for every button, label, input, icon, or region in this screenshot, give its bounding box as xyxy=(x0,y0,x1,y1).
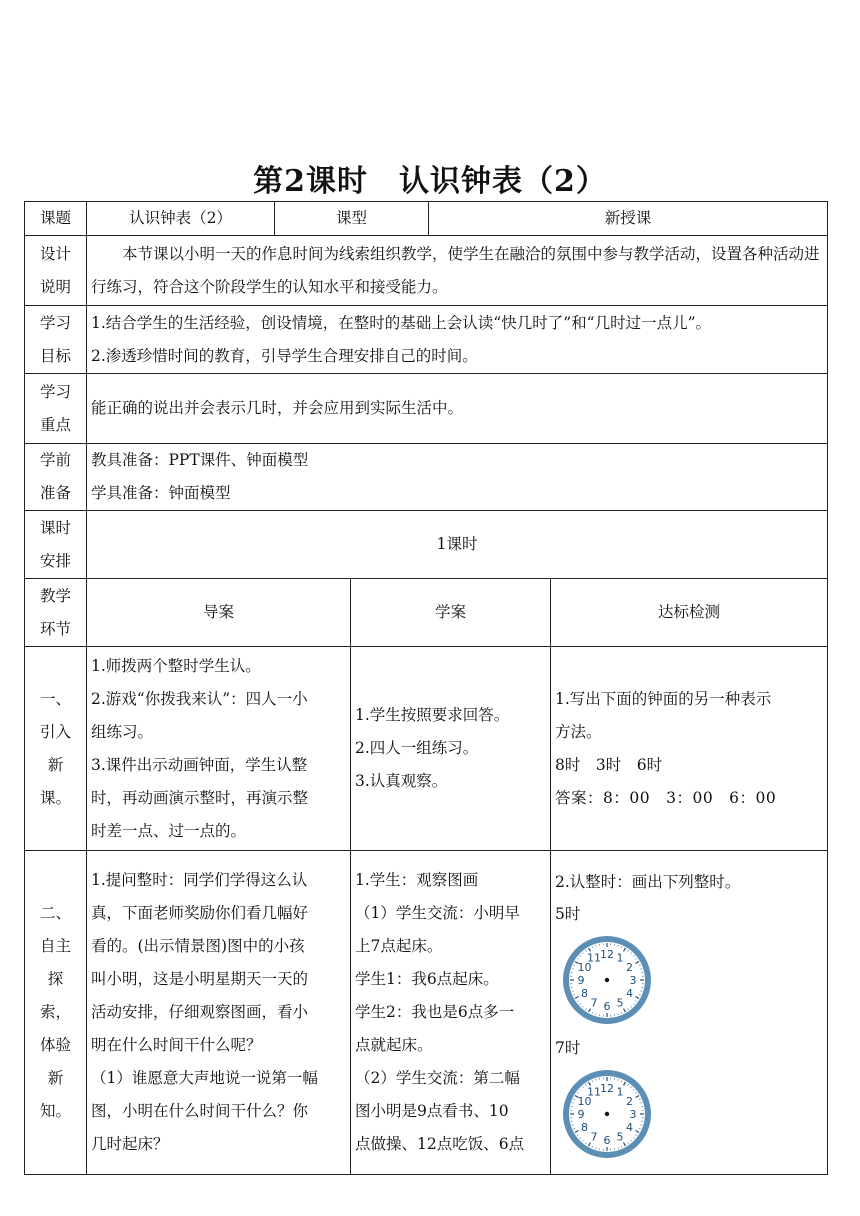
study-line: 点做操、12点吃饭、6点 xyxy=(355,1135,525,1153)
steps-label-line: 环节 xyxy=(39,619,71,638)
design-label xyxy=(25,236,87,306)
type-label: 课型 xyxy=(275,202,429,236)
clock-number: 4 xyxy=(626,1120,634,1134)
section-1-label-line: 一、 xyxy=(39,689,71,708)
schedule-label xyxy=(25,511,87,579)
study-line: 2.四人一组练习。 xyxy=(355,739,479,757)
section-2-study xyxy=(351,851,551,1175)
goals-text xyxy=(87,306,828,374)
guide-line: 看的。(出示情景图)图中的小孩 xyxy=(91,937,305,955)
clock-center xyxy=(605,1111,609,1115)
row-section-2 xyxy=(25,851,828,1175)
prep-label-line: 准备 xyxy=(39,484,71,502)
check-line: 1.写出下面的钟面的另一种表示 xyxy=(555,689,772,708)
steps-label-line: 教学 xyxy=(39,586,71,605)
section-1-label-line: 引入 xyxy=(39,722,71,741)
clock-number: 7 xyxy=(590,996,598,1010)
clock-number: 2 xyxy=(626,960,634,974)
clock-number: 5 xyxy=(616,996,624,1010)
clock-number: 12 xyxy=(600,947,615,961)
key-points-label-line: 重点 xyxy=(39,415,71,434)
schedule-value: 1课时 xyxy=(87,511,828,579)
design-text: 本节课以小明一天的作息时间为线索组织教学，使学生在融洽的氛围中参与教学活动，设置各种活动进行练习，符合这个阶段学生的认知水平和接受能力。 xyxy=(87,236,828,306)
guide-line: 时，再动画演示整时，再演示整 xyxy=(91,788,309,807)
study-line: （1）学生交流：小明早 xyxy=(355,904,520,922)
guide-line: 组练习。 xyxy=(91,722,154,741)
clock-number: 9 xyxy=(577,973,585,987)
section-2-guide xyxy=(87,851,351,1175)
row-columns-header xyxy=(25,579,828,647)
check-line: 方法。 xyxy=(555,722,602,741)
row-section-1 xyxy=(25,647,828,851)
clock-number: 6 xyxy=(603,999,611,1013)
guide-line: 几时起床？ xyxy=(91,1135,169,1153)
section-1-guide xyxy=(87,647,351,851)
clock-1-label: 5时 xyxy=(555,904,581,923)
row-topic xyxy=(25,202,828,236)
clock-number: 11 xyxy=(587,1084,602,1098)
prep-item: 学具准备：钟面模型 xyxy=(91,484,231,502)
goal-item: 2.渗透珍惜时间的教育，引导学生合理安排自己的时间。 xyxy=(91,346,478,365)
study-line: 1.学生：观察图画 xyxy=(355,871,479,889)
study-line: （2）学生交流：第二幅 xyxy=(355,1069,520,1087)
section-1-label xyxy=(25,647,87,851)
topic-value: 认识钟表（2） xyxy=(87,202,275,236)
study-column-header: 学案 xyxy=(351,579,551,647)
clock-number: 10 xyxy=(577,960,592,974)
check-line: 8时 3时 6时 xyxy=(555,755,663,774)
section-1-study xyxy=(351,647,551,851)
goal-item: 1.结合学生的生活经验，创设情境，在整时的基础上会认读“快几时了”和“几时过一点儿”。 xyxy=(91,313,711,332)
clock-face-icon xyxy=(559,1066,655,1162)
guide-line: 1.师拨两个整时学生认。 xyxy=(91,656,261,675)
section-2-label-line: 索， xyxy=(39,1003,71,1021)
section-1-label-line: 课。 xyxy=(39,788,71,807)
key-points-label xyxy=(25,374,87,444)
section-1-label-line: 新 xyxy=(47,755,64,774)
study-line: 点就起床。 xyxy=(355,1036,433,1054)
check-intro: 2.认整时：画出下列整时。 xyxy=(555,872,741,891)
clock-number: 8 xyxy=(580,1120,588,1134)
clock-number: 2 xyxy=(626,1094,634,1108)
page-title: 第2课时 认识钟表（2） xyxy=(253,164,607,199)
clock-center xyxy=(605,977,609,981)
clock-number: 6 xyxy=(603,1133,611,1147)
key-points-label-line: 学习 xyxy=(39,382,71,401)
clock-number: 11 xyxy=(587,950,602,964)
study-line: 学生1：我6点起床。 xyxy=(355,970,499,988)
guide-line: 明在什么时间干什么呢？ xyxy=(91,1036,262,1054)
section-2-label xyxy=(25,851,87,1175)
study-line: 上7点起床。 xyxy=(355,937,443,955)
clock-number: 3 xyxy=(629,973,637,987)
guide-line: 图，小明在什么时间干什么？你 xyxy=(91,1102,309,1120)
schedule-label-line: 课时 xyxy=(39,518,71,537)
guide-column-header: 导案 xyxy=(87,579,351,647)
row-goals xyxy=(25,306,828,374)
lesson-plan-table xyxy=(24,201,828,1175)
section-2-label-line: 知。 xyxy=(39,1102,71,1120)
row-design xyxy=(25,236,828,306)
guide-line: 3.课件出示动画钟面，学生认整 xyxy=(91,755,308,774)
guide-line: 叫小明，这是小明星期天一天的 xyxy=(91,970,309,988)
clock-number: 12 xyxy=(600,1081,615,1095)
topic-label: 课题 xyxy=(25,202,87,236)
clock-number: 4 xyxy=(626,986,634,1000)
section-2-label-line: 新 xyxy=(47,1069,64,1087)
clock-number: 7 xyxy=(590,1130,598,1144)
section-2-label-line: 自主 xyxy=(39,937,71,955)
study-line: 学生2：我也是6点多一 xyxy=(355,1003,515,1021)
guide-line: （1）谁愿意大声地说一说第一幅 xyxy=(91,1069,318,1087)
check-answer-line: 答案：8：00 3：00 6：00 xyxy=(555,788,777,807)
guide-line: 真，下面老师奖励你们看几幅好 xyxy=(91,904,309,922)
row-prep xyxy=(25,444,828,511)
section-2-label-line: 探 xyxy=(47,970,64,988)
goals-label-line: 学习 xyxy=(39,313,71,332)
row-schedule xyxy=(25,511,828,579)
prep-label xyxy=(25,444,87,511)
clock-number: 10 xyxy=(577,1094,592,1108)
key-points-text: 能正确的说出并会表示几时，并会应用到实际生活中。 xyxy=(87,374,828,444)
prep-item: 教具准备：PPT课件、钟面模型 xyxy=(91,451,309,469)
section-1-check xyxy=(551,647,828,851)
guide-line: 2.游戏“你拨我来认”：四人一小 xyxy=(91,689,308,708)
steps-label xyxy=(25,579,87,647)
section-2-check xyxy=(551,851,828,1175)
design-label-line: 说明 xyxy=(39,277,71,296)
guide-line: 1.提问整时：同学们学得这么认 xyxy=(91,871,308,889)
section-2-label-line: 二、 xyxy=(39,904,71,922)
study-line: 图小明是9点看书、10 xyxy=(355,1102,509,1120)
design-label-line: 设计 xyxy=(39,244,71,263)
clock-number: 3 xyxy=(629,1107,637,1121)
study-line: 3.认真观察。 xyxy=(355,772,448,790)
clock-number: 8 xyxy=(580,986,588,1000)
clock-number: 1 xyxy=(616,1084,624,1098)
type-value: 新授课 xyxy=(429,202,828,236)
goals-label xyxy=(25,306,87,374)
study-line: 1.学生按照要求回答。 xyxy=(355,706,510,724)
clock-number: 9 xyxy=(577,1107,585,1121)
row-key-points xyxy=(25,374,828,444)
clock-number: 5 xyxy=(616,1130,624,1144)
clock-face-icon xyxy=(559,932,655,1028)
section-2-label-line: 体验 xyxy=(39,1036,71,1054)
schedule-label-line: 安排 xyxy=(39,551,71,570)
check-column-header: 达标检测 xyxy=(551,579,828,647)
clock-number: 1 xyxy=(616,950,624,964)
prep-label-line: 学前 xyxy=(39,451,71,469)
prep-text xyxy=(87,444,828,511)
guide-line: 活动安排，仔细观察图画，看小 xyxy=(91,1003,309,1021)
clock-2-label: 7时 xyxy=(555,1038,581,1057)
guide-line: 时差一点、过一点的。 xyxy=(91,821,247,840)
goals-label-line: 目标 xyxy=(39,346,71,365)
